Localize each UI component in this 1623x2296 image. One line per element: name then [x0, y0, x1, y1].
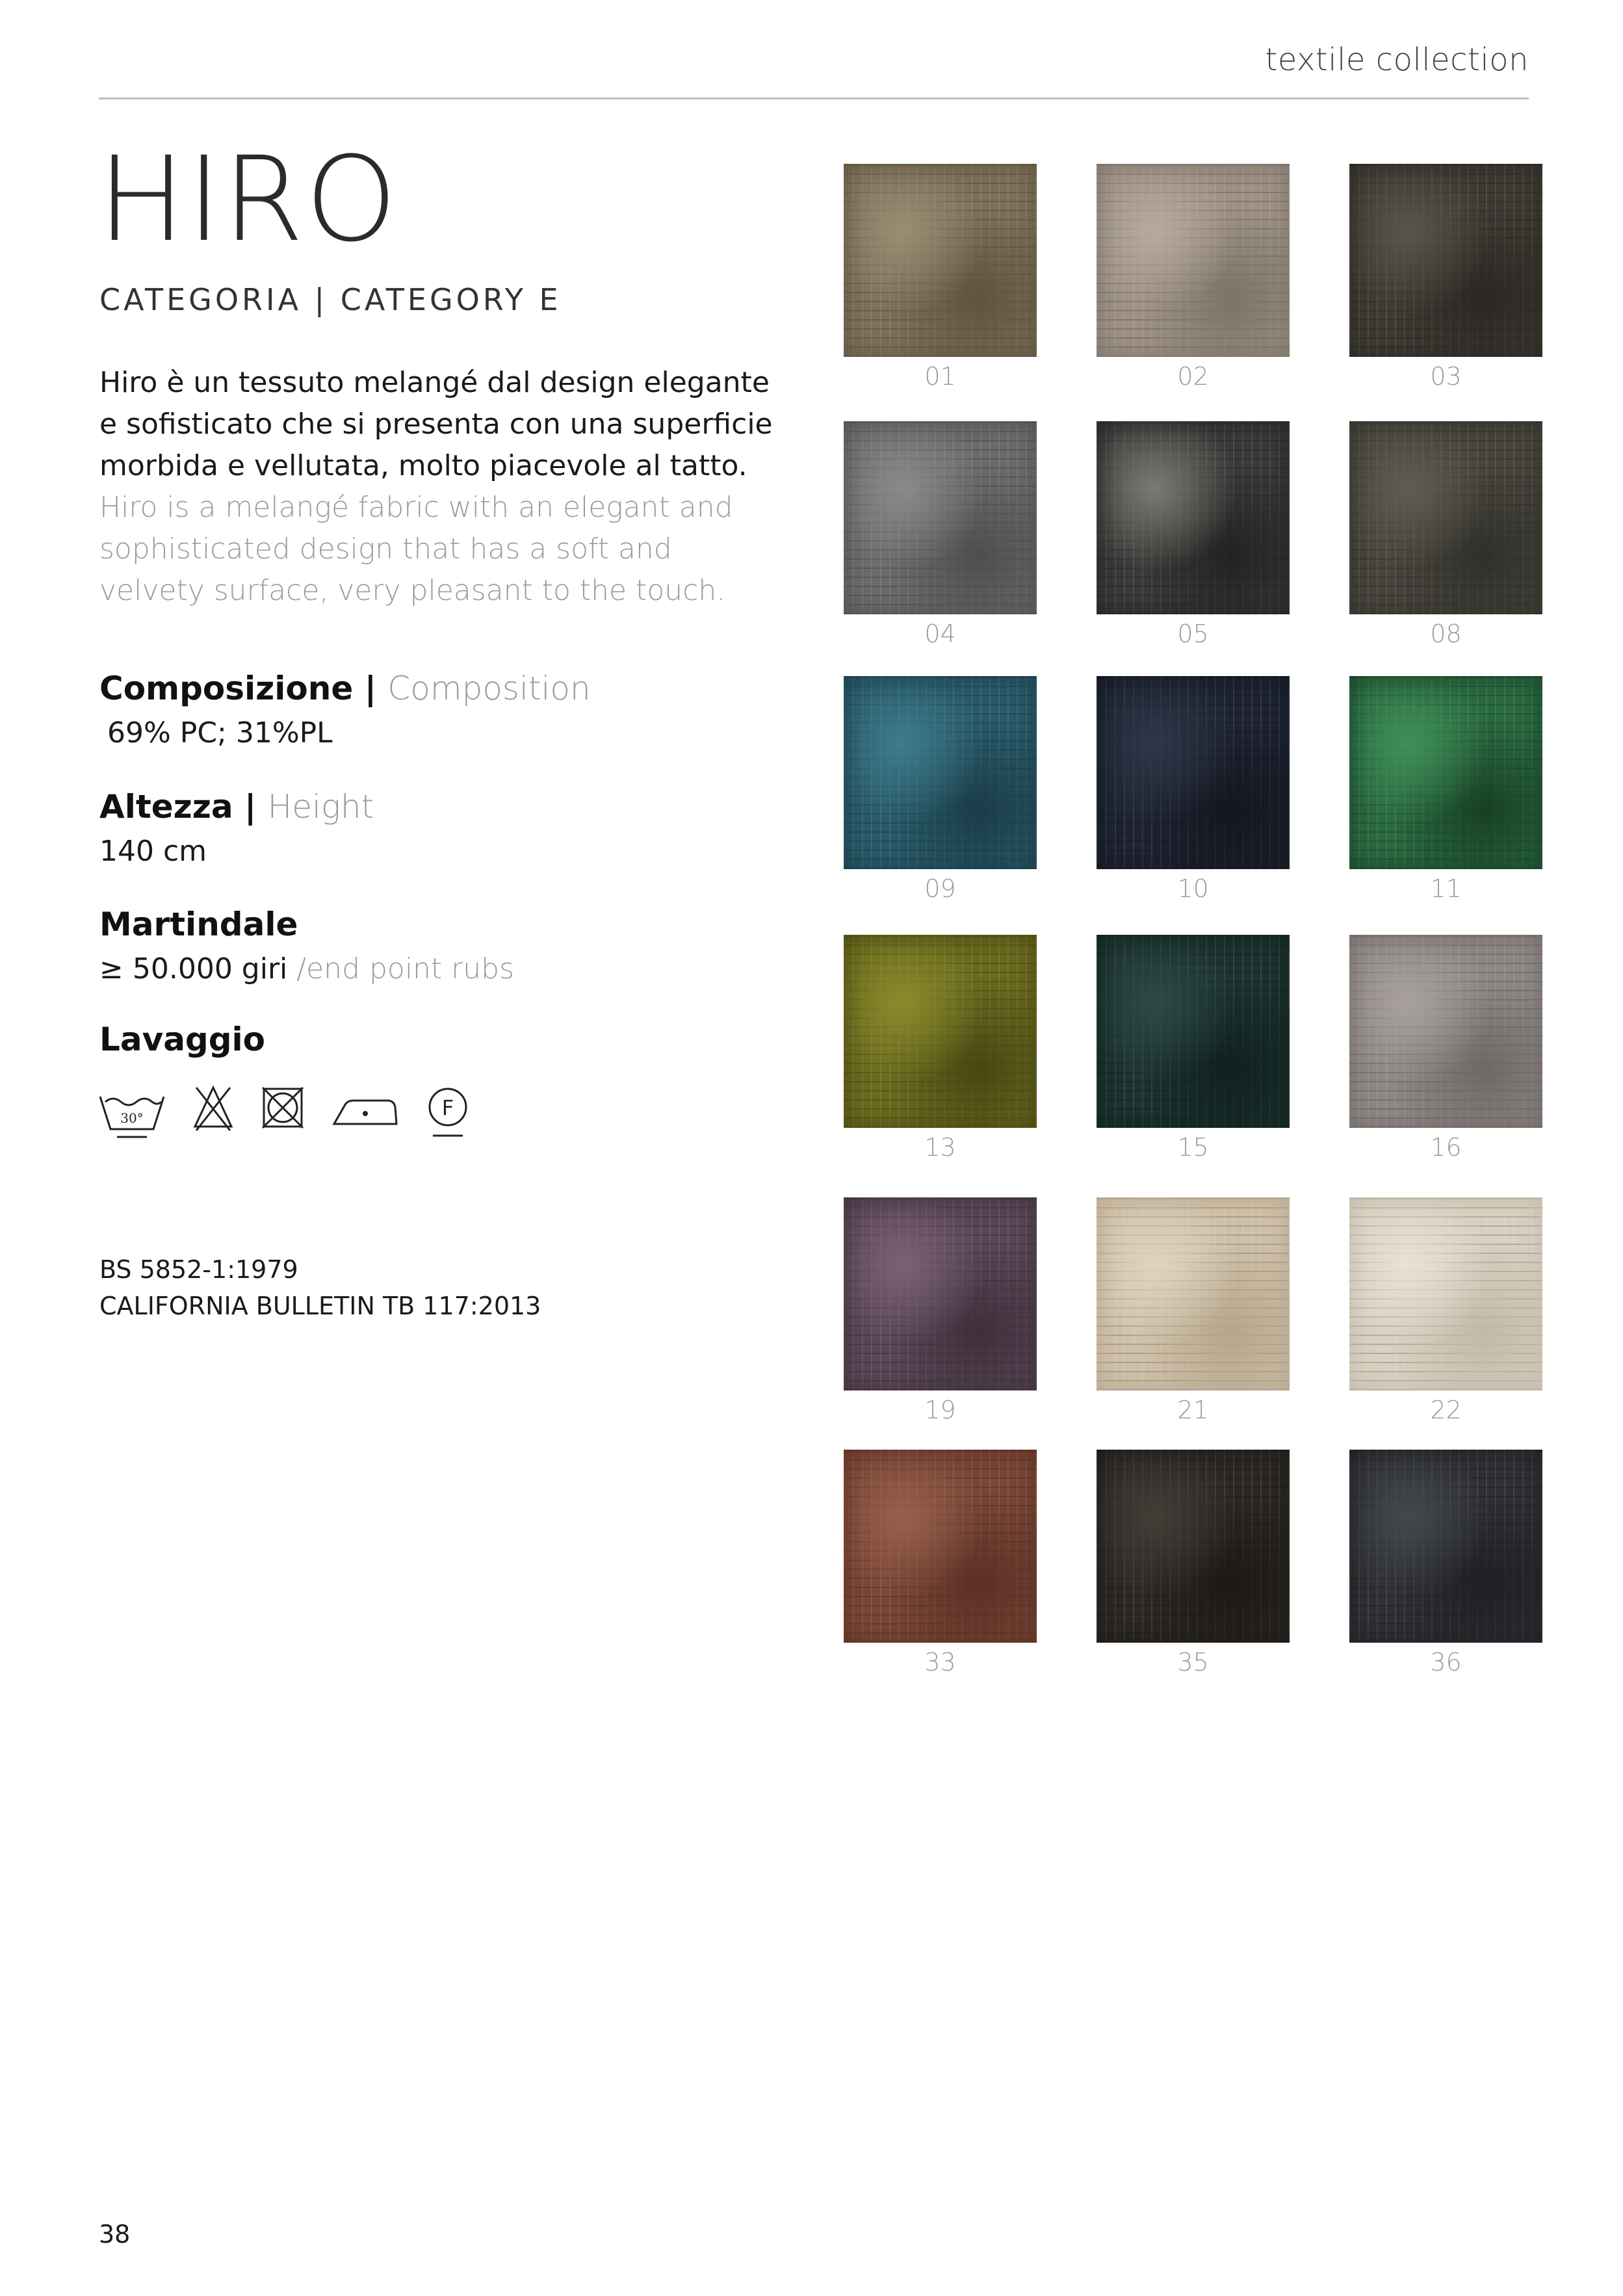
fabric-swatch-texture — [1349, 935, 1542, 1128]
fabric-swatch-code: 19 — [924, 1396, 956, 1424]
spec-composition-value: 69% PC; 31%PL — [107, 716, 333, 750]
spec-height-separator: | — [233, 788, 268, 826]
fabric-swatch-texture — [844, 935, 1037, 1128]
spec-martindale — [99, 906, 514, 985]
fabric-swatch[interactable] — [844, 935, 1037, 1162]
fabric-swatch[interactable] — [1097, 1450, 1290, 1676]
wash-temperature: 30° — [120, 1110, 144, 1126]
fabric-swatch-code: 33 — [924, 1648, 956, 1676]
fabric-swatch-code: 35 — [1177, 1648, 1209, 1676]
spec-composition-label-en: Composition — [387, 670, 591, 707]
fabric-swatch-texture — [1097, 935, 1290, 1128]
fabric-swatch-code: 10 — [1177, 874, 1209, 903]
spec-composition-separator: | — [353, 670, 388, 707]
product-description — [99, 362, 775, 612]
product-title: HIRO — [97, 132, 399, 268]
spec-martindale-label: Martindale — [99, 906, 298, 943]
fabric-swatch[interactable] — [1097, 935, 1290, 1162]
page-number: 38 — [99, 2220, 131, 2249]
spec-height-heading — [99, 788, 374, 826]
fabric-swatch-code: 15 — [1177, 1133, 1209, 1162]
fabric-swatch-code: 02 — [1177, 362, 1209, 391]
fabric-swatch-code: 01 — [924, 362, 956, 391]
fabric-swatch[interactable] — [844, 164, 1037, 391]
fabric-swatch-code: 22 — [1430, 1396, 1462, 1424]
spec-washing-label: Lavaggio — [99, 1021, 266, 1058]
fabric-swatch[interactable] — [844, 676, 1037, 903]
fabric-swatch-texture — [1349, 164, 1542, 357]
fabric-swatch-texture — [1097, 1197, 1290, 1390]
fabric-swatch[interactable] — [1349, 935, 1542, 1162]
fabric-swatch[interactable] — [844, 1197, 1037, 1424]
spec-washing — [99, 1021, 265, 1058]
fabric-swatch-texture — [844, 421, 1037, 614]
fabric-swatch-code: 09 — [924, 874, 956, 903]
fabric-swatch[interactable] — [1097, 164, 1290, 391]
fabric-swatch-code: 13 — [924, 1133, 956, 1162]
fabric-swatch-code: 16 — [1430, 1133, 1462, 1162]
wash-30-icon — [97, 1082, 166, 1141]
fabric-swatch-texture — [1097, 676, 1290, 869]
spec-height-label: Altezza — [99, 788, 233, 826]
professional-clean-f-icon — [425, 1082, 471, 1141]
fabric-swatch[interactable] — [1349, 164, 1542, 391]
fabric-swatch[interactable] — [844, 1450, 1037, 1676]
fabric-swatch-texture — [844, 1450, 1037, 1643]
fabric-swatch[interactable] — [844, 421, 1037, 648]
fabric-swatch[interactable] — [1097, 676, 1290, 903]
fabric-swatch-code: 08 — [1430, 620, 1462, 648]
fabric-swatch[interactable] — [1097, 421, 1290, 648]
fabric-swatch-code: 21 — [1177, 1396, 1209, 1424]
fabric-swatch-texture — [844, 1197, 1037, 1390]
fabric-swatch[interactable] — [1349, 1197, 1542, 1424]
spec-martindale-value-en: /end point rubs — [296, 952, 514, 985]
fabric-swatch-texture — [1097, 421, 1290, 614]
fabric-swatch-texture — [1097, 1450, 1290, 1643]
fabric-swatch-code: 05 — [1177, 620, 1209, 648]
professional-clean-letter: F — [441, 1095, 454, 1120]
fabric-swatch-code: 36 — [1430, 1648, 1462, 1676]
fabric-swatch[interactable] — [1097, 1197, 1290, 1424]
fabric-swatch-texture — [1349, 676, 1542, 869]
spec-height-value: 140 cm — [99, 835, 207, 868]
description-italian: Hiro è un tessuto melangé dal design elegante e sofisticato che si presenta con una superficie morbida e vellutata, molto piacevole al tatto. — [99, 366, 773, 482]
spec-height-label-en: Height — [267, 788, 374, 826]
no-bleach-icon — [192, 1082, 234, 1134]
fabric-swatch-code: 04 — [924, 620, 956, 648]
spec-height — [99, 788, 374, 868]
fabric-swatch-texture — [1097, 164, 1290, 357]
iron-low-icon — [331, 1082, 399, 1134]
standard-item: BS 5852-1:1979 — [99, 1255, 298, 1284]
spec-martindale-value: ≥ 50.000 giri — [99, 952, 288, 985]
collection-label: textile collection — [1265, 42, 1529, 78]
standards-list — [99, 1251, 541, 1324]
fabric-swatch[interactable] — [1349, 676, 1542, 903]
care-icons — [97, 1082, 471, 1141]
header-divider — [99, 98, 1529, 99]
fabric-swatch-texture — [844, 676, 1037, 869]
fabric-swatch-code: 11 — [1430, 874, 1462, 903]
spec-composition-label: Composizione — [99, 670, 354, 707]
product-category: CATEGORIA | CATEGORY E — [99, 282, 562, 317]
fabric-swatch-texture — [1349, 1450, 1542, 1643]
spec-composition — [99, 670, 591, 750]
fabric-swatch-texture — [844, 164, 1037, 357]
description-english: Hiro is a melangé fabric with an elegant and sophisticated design that has a soft and velvety surface, very pleasant to the touch. — [99, 491, 733, 607]
fabric-swatch-texture — [1349, 421, 1542, 614]
fabric-swatch-code: 03 — [1430, 362, 1462, 391]
no-tumble-dry-icon — [260, 1082, 305, 1134]
spec-martindale-value-row — [99, 952, 514, 985]
fabric-swatch[interactable] — [1349, 1450, 1542, 1676]
fabric-swatch-texture — [1349, 1197, 1542, 1390]
spec-composition-heading — [99, 670, 591, 707]
standard-item: CALIFORNIA BULLETIN TB 117:2013 — [99, 1292, 541, 1320]
fabric-swatch[interactable] — [1349, 421, 1542, 648]
